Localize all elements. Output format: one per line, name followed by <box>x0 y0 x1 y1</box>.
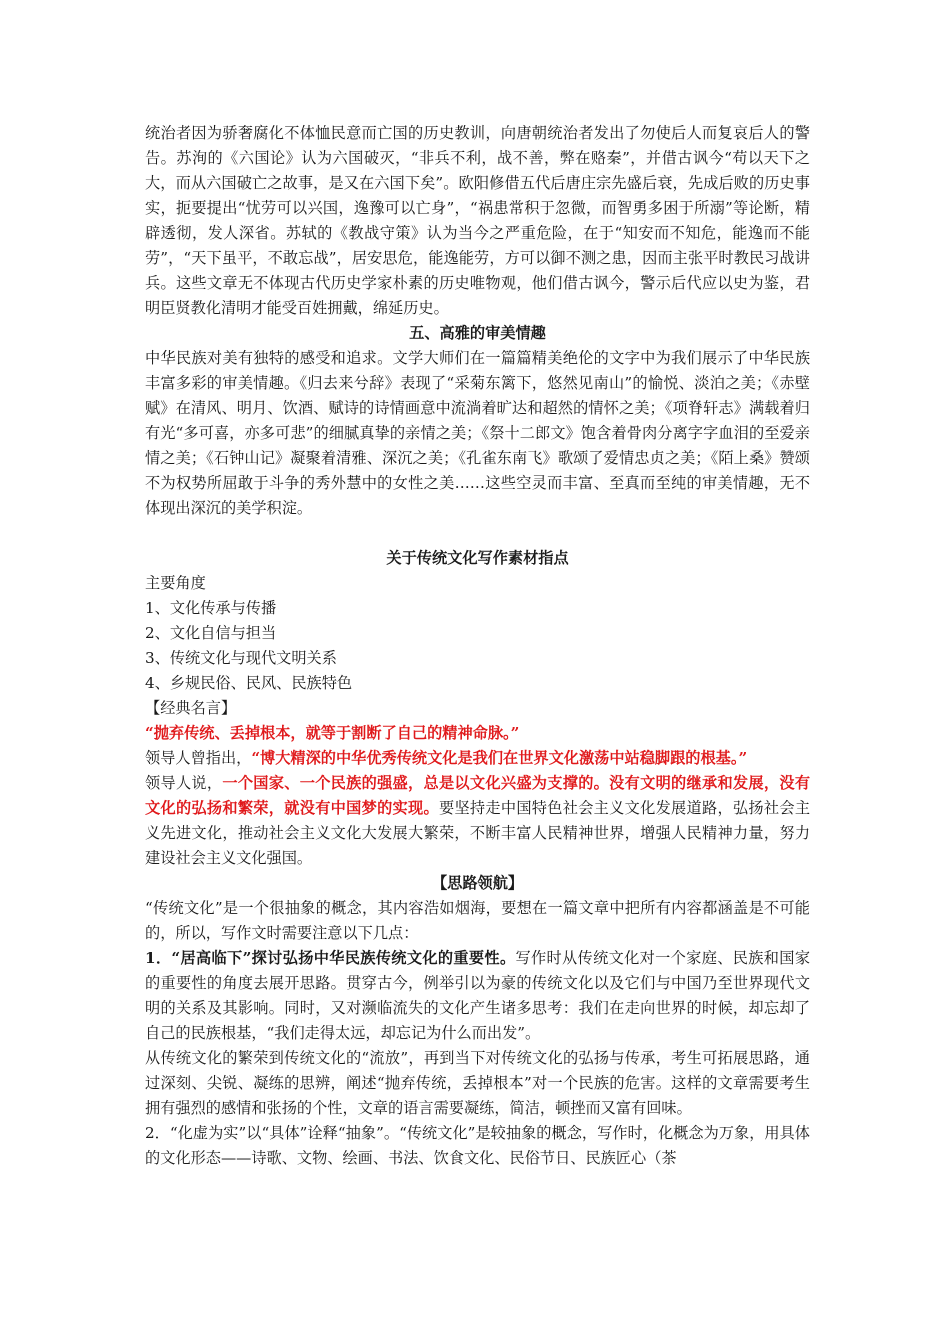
quote-2-prefix: 领导人曾指出， <box>145 749 252 767</box>
paragraph-history-lessons: 统治者因为骄奢腐化不体恤民意而亡国的历史教训，向唐朝统治者发出了勿使后人而复哀后人的警告。苏洵的《六国论》认为六国破灭，“非兵不利，战不善，弊在赂秦”，并借古讽今“苟以天下之大，而从六国破亡之故事，是又在六国下矣”。欧阳修借五代后唐庄宗先盛后衰，先成后败的历史事实，扼要提出“忧劳可以兴国，逸豫可以亡身”，“祸患常积于忽微，而智勇多困于所溺”等论断，精辟透彻，发人深省。苏轼的《教战守策》认为当今之严重危险，在于“知安而不知危，能逸而不能劳”，“天下虽平，不敢忘战”，居安思危，能逸能劳，方可以御不测之患，因而主张平时教民习战讲兵。这些文章无不体现古代历史学家朴素的历史唯物观，他们借古讽今，警示后代应以史为鉴，君明臣贤教化清明才能受百姓拥戴，绵延历史。 <box>145 124 810 317</box>
list-item: 2、文化自信与担当 <box>145 624 277 642</box>
quote-3 <box>145 771 810 871</box>
point-2: 2．“化虚为实”以“具体”诠释“抽象”。“传统文化”是较抽象的概念，写作时，化概念为万象，用具体的文化形态——诗歌、文物、绘画、书法、饮食文化、民俗节日、民族匠心（茶 <box>145 1124 810 1167</box>
quotes-label: 【经典名言】 <box>145 699 237 717</box>
quote-1: “抛弃传统、丢掉根本，就等于割断了自己的精神命脉。” <box>145 724 520 742</box>
point-1-heading: 1．“居高临下”探讨弘扬中华民族传统文化的重要性。 <box>145 949 516 967</box>
angles-list <box>145 596 810 696</box>
document-page <box>145 121 810 1171</box>
list-item: 1、文化传承与传播 <box>145 599 277 617</box>
quote-3-highlight: 一个国家、一个民族的强盛，总是以文化兴盛为支撑的。没有文明的继承和发展，没有文化的弘扬和繁荣，就没有中国梦的实现。 <box>145 774 811 817</box>
document-title-writing-materials: 关于传统文化写作素材指点 <box>386 549 569 567</box>
section-heading-aesthetics: 五、高雅的审美情趣 <box>409 324 546 342</box>
quote-3-prefix: 领导人说， <box>145 774 223 792</box>
list-item: 3、传统文化与现代文明关系 <box>145 649 337 667</box>
point-1 <box>145 946 810 1046</box>
list-item: 4、乡规民俗、民风、民族特色 <box>145 674 353 692</box>
quote-2 <box>145 746 810 771</box>
paragraph-thinking-intro: “传统文化”是一个很抽象的概念，其内容浩如烟海，要想在一篇文章中把所有内容都涵盖是不可能的，所以，写作文时需要注意以下几点： <box>145 899 810 942</box>
point-1-body: 写作时从传统文化对一个家庭、民族和国家的重要性的角度去展开思路。贯穿古今，例举引以为豪的传统文化以及它们与中国乃至世界现代文明的关系及其影响。同时，又对濒临流失的文化产生诸多思考：我们在走向世界的时候，却忘却了自己的民族根基，“我们走得太远，却忘记为什么而出发”。 <box>145 949 811 1042</box>
quote-2-highlight: “博大精深的中华优秀传统文化是我们在世界文化激荡中站稳脚跟的根基。” <box>251 749 748 767</box>
paragraph-transmission: 从传统文化的繁荣到传统文化的“流放”，再到当下对传统文化的弘扬与传承，考生可拓展思路，通过深刻、尖锐、凝练的思辨，阐述“抛弃传统，丢掉根本”对一个民族的危害。这样的文章需要考生拥有强烈的感情和张扬的个性，文章的语言需要凝练，简洁，顿挫而又富有回味。 <box>145 1049 810 1117</box>
angles-label: 主要角度 <box>145 574 206 592</box>
thinking-label: 【思路领航】 <box>431 874 524 892</box>
paragraph-aesthetics: 中华民族对美有独特的感受和追求。文学大师们在一篇篇精美绝伦的文字中为我们展示了中华民族丰富多彩的审美情趣。《归去来兮辞》表现了“采菊东篱下，悠然见南山”的愉悦、淡泊之美；《赤壁赋》在清风、明月、饮酒、赋诗的诗情画意中流淌着旷达和超然的情怀之美；《项脊轩志》满载着归有光“多可喜，亦多可悲”的细腻真挚的亲情之美；《祭十二郎文》饱含着骨肉分离字字血泪的至爱亲情之美；《石钟山记》凝聚着清雅、深沉之美；《孔雀东南飞》歌颂了爱情忠贞之美；《陌上桑》赞颂不为权势所屈敢于斗争的秀外慧中的女性之美……这些空灵而丰富、至真而至纯的审美情趣，无不体现出深沉的美学积淀。 <box>145 349 810 517</box>
blank-line <box>145 521 810 546</box>
quote-3-rest: 要坚持走中国特色社会主义文化发展道路，弘扬社会主义先进文化，推动社会主义文化大发展大繁荣，不断丰富人民精神世界，增强人民精神力量，努力建设社会主义文化强国。 <box>145 799 811 867</box>
